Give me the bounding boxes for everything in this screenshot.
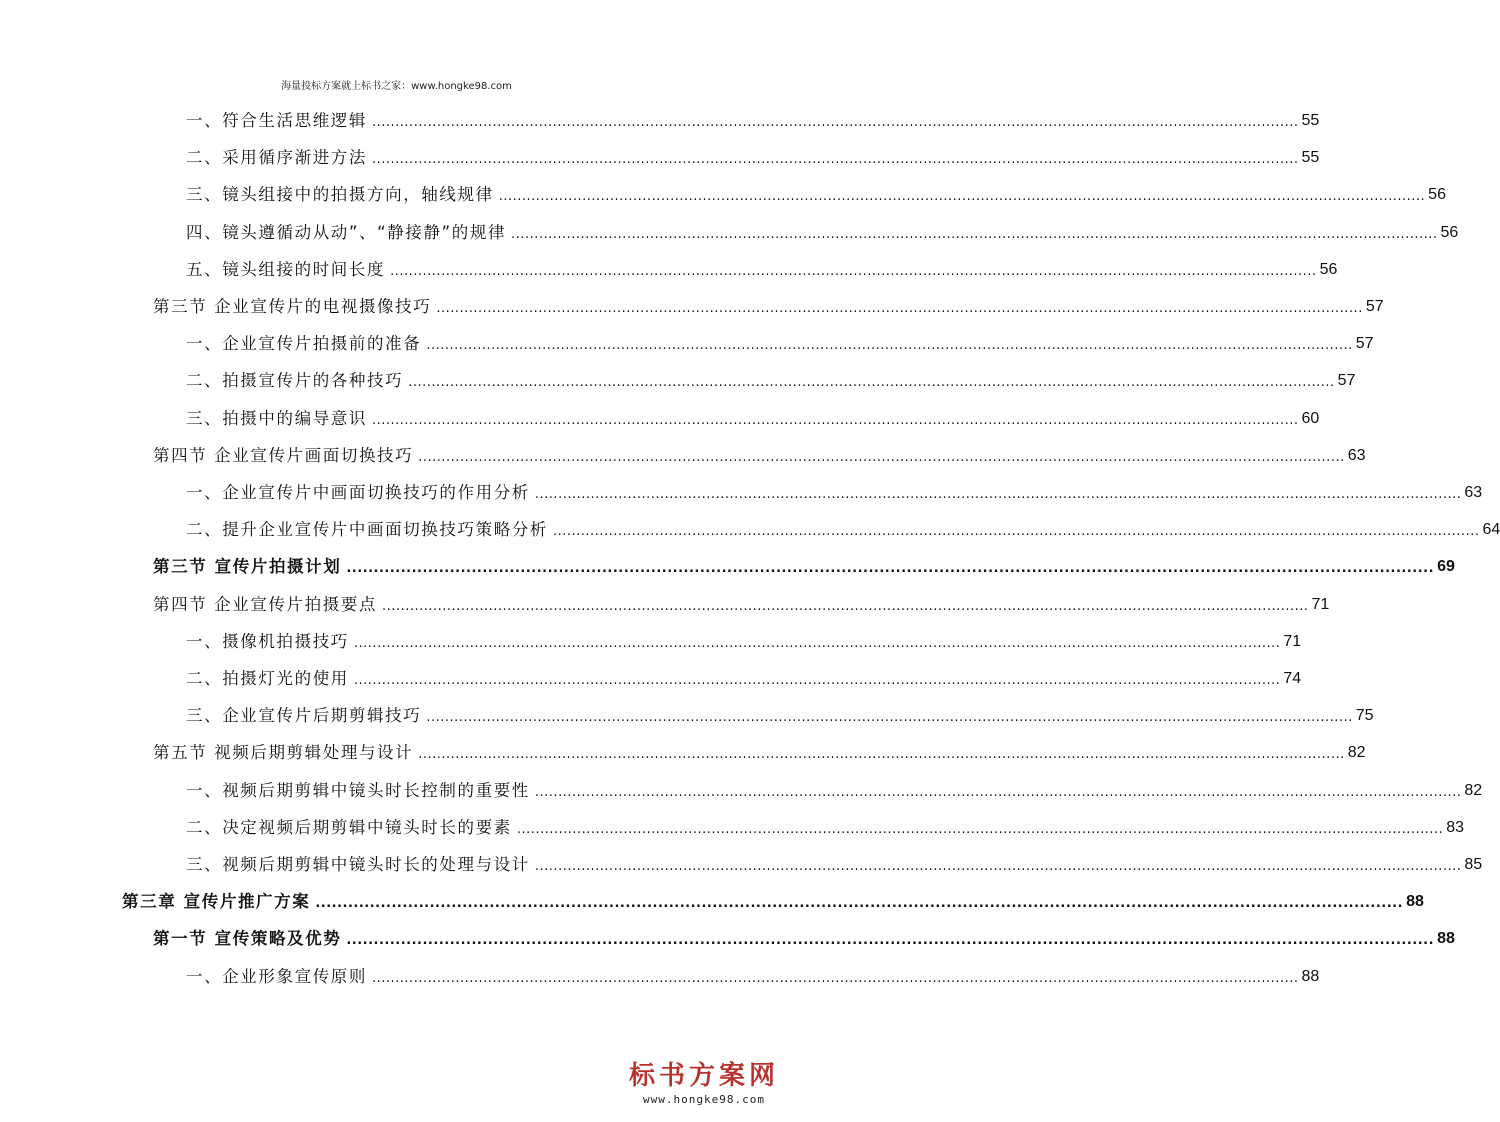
toc-entry-page: 75 <box>1355 707 1374 725</box>
toc-leader-dots: ........................................................................................................................................................................................................ <box>534 859 1462 874</box>
toc-entry-page: 57 <box>1365 298 1384 315</box>
toc-entry[interactable] <box>186 176 1446 206</box>
toc-entry[interactable] <box>186 846 1483 876</box>
toc-entry-title: 第四节 企业宣传片拍摄要点 <box>153 594 378 614</box>
toc-entry[interactable] <box>186 623 1302 653</box>
toc-entry-title: 第五节 视频后期剪辑处理与设计 <box>153 743 414 763</box>
toc-leader-dots: ........................................................................................................................................................................................................ <box>498 189 1426 205</box>
watermark-url: www.hongke98.com <box>643 1093 765 1106</box>
toc-entry-page: 88 <box>1437 930 1455 948</box>
toc-entry-title: 第一节 宣传策略及优势 <box>153 929 342 949</box>
page-header: 海量投标方案就上标书之家：www.hongke98.com <box>281 81 512 92</box>
toc-leader-dots: ........................................................................................................................................................................................................ <box>426 710 1353 726</box>
toc-leader-dots: ........................................................................................................................................................................................................ <box>418 449 1345 465</box>
toc-entry[interactable] <box>186 400 1320 430</box>
toc-entry-page: 71 <box>1283 632 1302 650</box>
toc-entry-title: 四、镜头遵循动从动”、“静接静”的规律 <box>186 222 507 242</box>
toc-entry-page: 64 <box>1482 521 1500 539</box>
toc-leader-dots: ........................................................................................................................................................................................................ <box>511 226 1438 242</box>
toc-entry-page: 88 <box>1301 967 1320 985</box>
watermark-logo <box>629 1061 779 1106</box>
toc-entry[interactable] <box>186 809 1465 839</box>
toc-entry-page: 56 <box>1319 260 1338 278</box>
toc-entry-page: 55 <box>1301 149 1320 167</box>
toc-entry-title: 第三章 宣传片推广方案 <box>122 892 311 912</box>
toc-leader-dots: ........................................................................................................................................................................................................ <box>372 115 1299 130</box>
toc-entry-title: 一、符合生活思维逻辑 <box>186 111 367 130</box>
toc-entry[interactable] <box>186 214 1459 244</box>
toc-leader-dots: ........................................................................................................................................................................................................ <box>426 338 1353 354</box>
toc-leader-dots: ........................................................................................................................................................................................................ <box>408 375 1335 391</box>
toc-entry[interactable] <box>153 437 1366 467</box>
toc-leader-dots: ........................................................................................................................................................................................................ <box>516 821 1444 837</box>
toc-entry[interactable] <box>186 772 1483 802</box>
toc-entry-title: 二、采用循序渐进方法 <box>186 148 367 168</box>
toc-entry-page: 82 <box>1464 781 1483 799</box>
toc-entry-title: 一、视频后期剪辑中镜头时长控制的重要性 <box>186 780 530 800</box>
toc-entry[interactable] <box>186 362 1356 392</box>
toc-leader-dots: ........................................................................................................................................................................................................ <box>390 263 1317 279</box>
toc-entry[interactable] <box>186 102 1320 132</box>
toc-entry-title: 二、提升企业宣传片中画面切换技巧策略分析 <box>186 520 548 540</box>
toc-entry-page: 60 <box>1301 409 1320 427</box>
toc-leader-dots: ........................................................................................................................................................................................................ <box>353 673 1281 688</box>
toc-leader-dots: ........................................................................................................................................................................................................ <box>346 561 1435 577</box>
toc-entry[interactable] <box>122 883 1424 913</box>
toc-entry-page: 56 <box>1428 186 1446 204</box>
toc-entry-title: 三、企业宣传片后期剪辑技巧 <box>186 706 422 726</box>
toc-entry-title: 一、企业形象宣传原则 <box>186 966 367 986</box>
toc-entry-title: 第四节 企业宣传片画面切换技巧 <box>153 445 414 465</box>
toc-entry[interactable] <box>186 474 1483 504</box>
toc-entry[interactable] <box>153 734 1366 764</box>
toc-entry-page: 56 <box>1440 223 1459 241</box>
toc-entry-title: 第三节 企业宣传片的电视摄像技巧 <box>153 297 432 316</box>
toc-entry-page: 82 <box>1347 744 1366 762</box>
toc-leader-dots: ........................................................................................................................................................................................................ <box>436 301 1363 316</box>
toc-leader-dots: ........................................................................................................................................................................................................ <box>372 152 1299 168</box>
toc-leader-dots: ........................................................................................................................................................................................................ <box>353 635 1281 651</box>
toc-entry[interactable] <box>153 920 1455 950</box>
watermark-title: 标书方案网 <box>629 1061 780 1091</box>
toc-entry-title: 一、企业宣传片中画面切换技巧的作用分析 <box>186 483 530 502</box>
toc-entry-page: 55 <box>1301 112 1320 129</box>
toc-leader-dots: ........................................................................................................................................................................................................ <box>372 970 1299 986</box>
toc-entry-title: 三、拍摄中的编导意识 <box>186 408 367 428</box>
toc-entry-title: 二、拍摄灯光的使用 <box>186 669 349 688</box>
toc-entry-title: 三、镜头组接中的拍摄方向，轴线规律 <box>186 185 494 205</box>
toc-entry-title: 五、镜头组接的时间长度 <box>186 259 386 279</box>
toc-entry[interactable] <box>153 586 1330 616</box>
toc-entry-page: 63 <box>1464 484 1483 501</box>
toc-entry-page: 83 <box>1446 818 1465 836</box>
toc-entry[interactable] <box>186 660 1302 690</box>
toc-leader-dots: ........................................................................................................................................................................................................ <box>372 412 1299 428</box>
toc-entry[interactable] <box>186 325 1374 355</box>
toc-entry[interactable] <box>153 288 1384 318</box>
toc-entry-title: 二、拍摄宣传片的各种技巧 <box>186 371 404 391</box>
toc-entry[interactable] <box>186 697 1374 727</box>
toc-entry[interactable] <box>186 511 1500 541</box>
toc-leader-dots: ........................................................................................................................................................................................................ <box>315 896 1404 912</box>
toc-leader-dots: ........................................................................................................................................................................................................ <box>553 524 1480 540</box>
toc-entry-title: 一、企业宣传片拍摄前的准备 <box>186 334 422 354</box>
toc-entry[interactable] <box>153 548 1455 578</box>
toc-entry-title: 第三节 宣传片拍摄计划 <box>153 557 342 577</box>
toc-entry-title: 三、视频后期剪辑中镜头时长的处理与设计 <box>186 855 530 874</box>
toc-entry-page: 85 <box>1464 856 1483 873</box>
toc-entry-page: 57 <box>1355 335 1374 353</box>
toc-leader-dots: ........................................................................................................................................................................................................ <box>346 933 1435 949</box>
toc-entry[interactable] <box>186 958 1320 988</box>
toc-leader-dots: ........................................................................................................................................................................................................ <box>534 784 1462 800</box>
toc-leader-dots: ........................................................................................................................................................................................................ <box>534 487 1462 502</box>
toc-entry-page: 57 <box>1337 372 1356 390</box>
toc-entry-title: 二、决定视频后期剪辑中镜头时长的要素 <box>186 817 512 837</box>
toc-entry-page: 74 <box>1283 670 1302 687</box>
toc-entry[interactable] <box>186 139 1320 169</box>
toc-entry[interactable] <box>186 251 1338 281</box>
toc-leader-dots: ........................................................................................................................................................................................................ <box>418 747 1345 763</box>
toc-entry-title: 一、摄像机拍摄技巧 <box>186 631 349 651</box>
toc-entry-page: 63 <box>1347 446 1366 464</box>
toc-entry-page: 69 <box>1437 558 1455 576</box>
toc-entry-page: 71 <box>1311 595 1330 613</box>
toc-entry-page: 88 <box>1406 893 1424 911</box>
toc-leader-dots: ........................................................................................................................................................................................................ <box>382 598 1309 614</box>
